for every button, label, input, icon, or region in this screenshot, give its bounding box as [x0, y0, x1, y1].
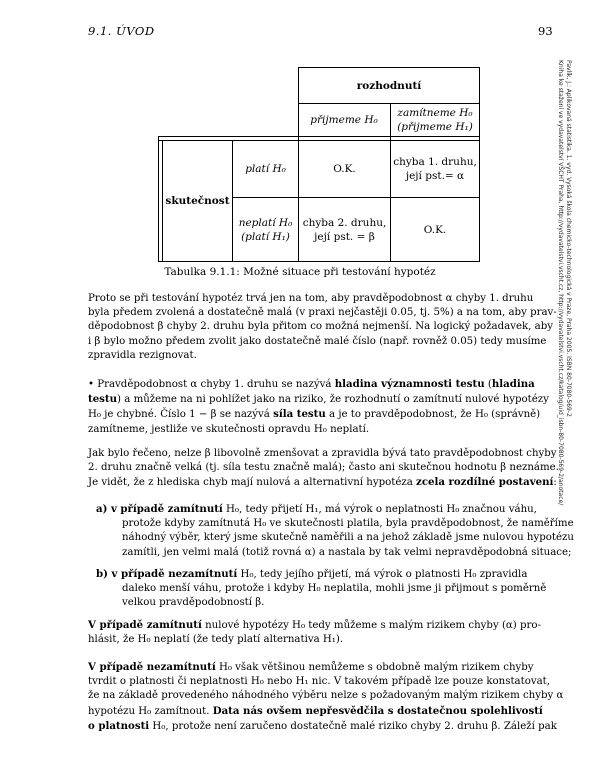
cell-type1-error: chyba 1. druhu, její pst.= α — [393, 156, 477, 182]
col-reject-h0: zamítneme H₀ (přijmeme H₁) — [397, 107, 473, 133]
decision-header: rozhodnutí — [356, 79, 422, 92]
cell-ok-1: O.K. — [333, 163, 356, 175]
side-note-line-2: Kniha ke stažení ve vydavatelství VŠCHT Praha, http://vydavatelstvi.vscht.cz, http://vydavatelstvi.vscht.cz/katalog/uid_isbn-80-7080-569-2/anotace/ — [557, 60, 564, 506]
side-note — [556, 60, 576, 520]
col-accept-h0: přijmeme H₀ — [310, 114, 378, 126]
table-caption: Tabulka 9.1.1: Možné situace při testování hypotéz — [164, 266, 436, 278]
paragraph-3: Jak bylo řečeno, nelze β libovolně zmenšovat a zpravidla bývá tato pravděpodobnost chyby 2. druhu značně velká (tj. síla testu značně malá); často ani skutečnou hodnotu β neznáme. Je vidět, že z hlediska chyb mají nulová a alternativní hypotéza zcela rozdílné postavení: — [88, 448, 559, 489]
page-number: 93 — [538, 24, 553, 38]
paragraph-4: V případě zamítnutí nulové hypotézy H₀ tedy můžeme s malým rizikem chyby (α) pro- hlásit, že H₀ neplatí (že tedy platí alternativa H₁). — [88, 619, 541, 646]
row-h0-true: platí H₀ — [245, 163, 286, 175]
list-item-a: a) v případě zamítnutí H₀, tedy přijetí H₁, má výrok o neplatnosti H₀ značnou váhu, protože kdyby zamítnutá H₀ ve skutečnosti platila, byla pravděpodobnost, že naměříme náhodný výběr, který jsme skutečně naměřili a na jehož základě jsme nulovou hypotézu zamítli, jen velmi malá (totiž rovná α) a nastala by tak velmi nepravděpodobná situace; — [96, 503, 574, 558]
list-item-b: b) v případě nezamítnutí H₀, tedy jejího přijetí, má výrok o platnosti H₀ zpravidla daleko menší váhu, protože i kdyby H₀ neplatila, mohli jsme ji přijmout s poměrně velkou pravděpodobností β. — [96, 568, 547, 609]
paragraph-1: Proto se při testování hypotéz trvá jen na tom, aby pravděpodobnost α chyby 1. druhu byla předem zvolená a dostatečně malá (v praxi nejčastěji 0.05, tj. 5%) a na tom, aby prav- děpodobnost β chyby 2. druhu byla přitom co možná nejmenší. Na logický požadavek, aby i β bylo možno předem zvolit jako dostatečně malé číslo (např. rovněž 0.05) tedy musíme zpravidla rezignovat. — [88, 293, 557, 361]
cell-ok-2: O.K. — [423, 223, 447, 236]
side-note-line-1: Pavlík, J.: Aplikovaná statistika. 1. vyd. Vysoká škola chemicko-technologická v Praze, Praha 2005. ISBN 80-7080-569-2 — [565, 60, 572, 417]
paragraph-2-definitions: • Pravděpodobnost α chyby 1. druhu se nazývá hladina významnosti testu (hladina testu) a můžeme na ni pohlížet jako na riziko, že rozhodnutí o zamítnutí nulové hypotézy H₀ je chybné. Číslo 1 − β se nazývá síla testu a je to pravděpodobnost, že H₀ (správně) zamítneme, jestliže ve skutečnosti opravdu H₀ neplatí. — [88, 378, 549, 435]
running-header-section: 9.1. ÚVOD — [88, 24, 155, 38]
cell-type2-error: chyba 2. druhu, její pst. = β — [302, 216, 387, 243]
paragraph-5: V případě nezamítnutí H₀ však většinou nemůžeme s obdobně malým rizikem chyby tvrdit o platnosti či neplatnosti H₀ nebo H₁ nic. V takovém případě lze pouze konstatovat, že na základě provedeného náhodného výběru nelze s požadovaným malým rizikem chyby α hypotézu H₀ zamítnout. Data nás ovšem nepřesvědčila s dostatečnou spolehlivostí o platnosti H₀, protože není zaručeno dostatečně malé riziko chyby 2. druhu β. Záleží pak — [88, 661, 564, 732]
row-header-reality: skutečnost — [165, 195, 230, 207]
row-h0-false: neplatí H₀ (platí H₁) — [238, 216, 293, 243]
